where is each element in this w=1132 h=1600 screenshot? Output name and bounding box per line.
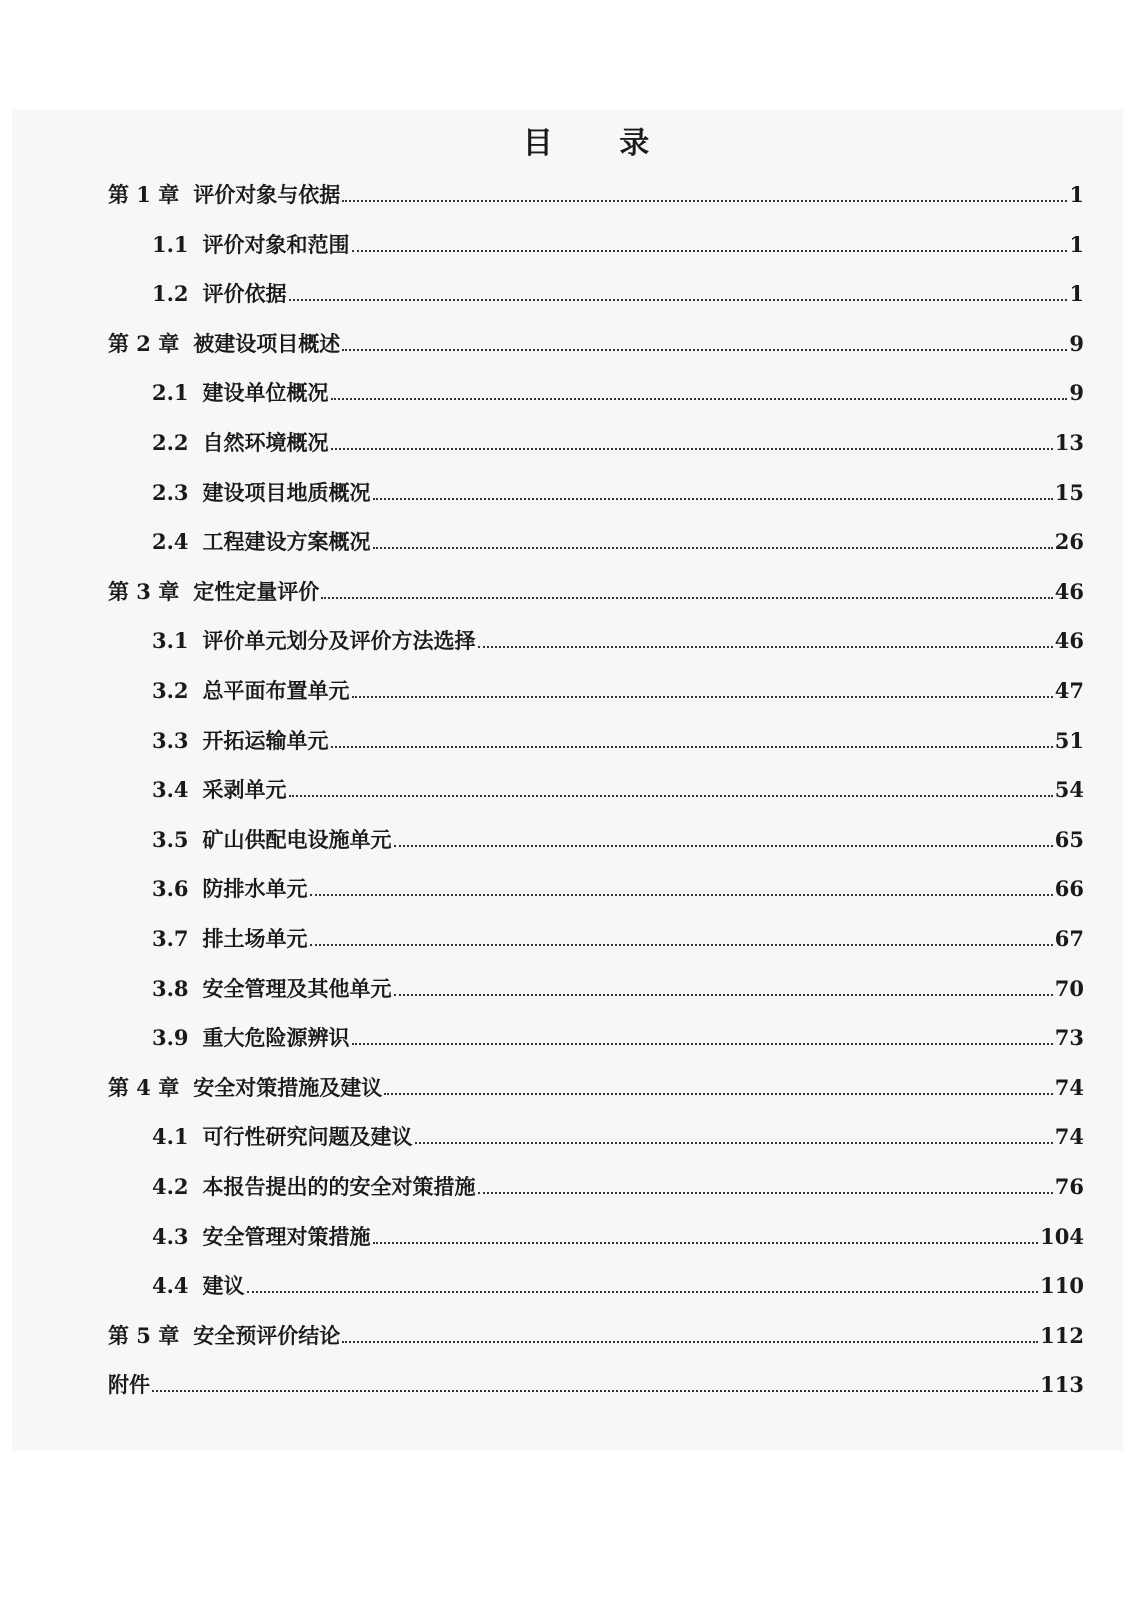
toc-title: 目 录 [522,126,678,161]
toc-entry-label: 安全对策措施及建议 [193,1074,383,1100]
toc-section-entry[interactable] [152,1122,1084,1152]
toc-entry-page: 47 [1054,678,1084,703]
toc-section-entry[interactable] [152,1023,1084,1053]
toc-section-entry[interactable] [152,775,1084,805]
toc-entry-number: 3.6 [152,876,189,902]
toc-entry-number: 4.2 [152,1174,189,1199]
toc-dot-leader [352,695,1053,698]
toc-section-entry[interactable] [152,676,1084,706]
toc-dot-leader [415,1141,1053,1144]
toc-dot-leader [342,199,1067,202]
toc-entry-page: 46 [1054,578,1084,604]
toc-entry-page: 74 [1054,1124,1084,1150]
toc-entry-page: 113 [1040,1372,1084,1398]
toc-entry-label: 评价对象与依据 [193,182,341,207]
toc-dot-leader [394,993,1053,996]
toc-entry-number: 第 2 章 [108,330,180,356]
toc-entry-label: 被建设项目概述 [193,330,341,356]
toc-entry-label: 建议 [202,1273,245,1299]
toc-entry-label: 附件 [108,1372,150,1398]
toc-dot-leader [384,1092,1053,1095]
toc-entry-label: 定性定量评价 [193,578,320,604]
toc-entry-label: 防排水单元 [202,876,308,902]
toc-entry-label: 安全管理对策措施 [202,1223,371,1249]
toc-entry-number: 3.7 [152,926,189,951]
toc-entry-number: 3.3 [152,727,189,753]
toc-entry-page: 65 [1054,826,1084,852]
toc-entry-label: 采剥单元 [202,777,287,803]
toc-entry-page: 13 [1054,430,1084,455]
toc-entry-number: 2.1 [152,380,189,406]
toc-dot-leader [289,298,1068,301]
toc-dot-leader [352,249,1068,252]
toc-entry-number: 3.8 [152,975,189,1001]
toc-section-entry[interactable] [152,378,1084,408]
toc-entry-page: 76 [1054,1174,1084,1199]
toc-entry-label: 评价对象和范围 [202,231,350,257]
toc-dot-leader [247,1290,1039,1293]
toc-dot-leader [310,943,1053,946]
toc-entry-page: 9 [1069,330,1084,356]
toc-dot-leader [152,1389,1038,1392]
toc-entry-page: 54 [1054,777,1084,803]
toc-section-entry[interactable] [152,279,1084,309]
toc-entry-label: 建设项目地质概况 [202,479,371,505]
toc-entry-page: 112 [1040,1322,1084,1348]
toc-chapter-entry[interactable] [108,1073,1084,1103]
toc-entry-page: 67 [1054,926,1084,951]
toc-entry-number: 1.1 [152,231,189,257]
toc-section-entry[interactable] [152,874,1084,904]
toc-entry-page: 46 [1054,628,1084,654]
toc-dot-leader [342,348,1067,351]
toc-entry-number: 1.2 [152,281,189,307]
toc-entry-label: 重大危险源辨识 [202,1025,350,1051]
toc-entry-page: 1 [1069,231,1084,257]
toc-section-entry[interactable] [152,974,1084,1004]
toc-section-entry[interactable] [152,825,1084,855]
toc-section-entry[interactable] [152,1271,1084,1301]
toc-entry-label: 建设单位概况 [202,380,329,406]
toc-entry-label: 开拓运输单元 [202,727,329,753]
toc-dot-leader [289,794,1053,797]
toc-dot-leader [394,844,1053,847]
toc-entry-label: 工程建设方案概况 [202,529,371,555]
toc-dot-leader [321,596,1053,599]
toc-entry-page: 66 [1054,876,1084,902]
toc-dot-leader [352,1042,1053,1045]
toc-dot-leader [373,1241,1039,1244]
toc-entry-number: 4.3 [152,1223,189,1249]
toc-entry-page: 1 [1069,182,1084,207]
toc-section-entry[interactable] [152,478,1084,508]
toc-entry-label: 安全预评价结论 [193,1322,341,1348]
toc-entry-number: 2.2 [152,430,189,455]
toc-entry-label: 矿山供配电设施单元 [202,826,392,852]
toc-chapter-entry[interactable] [108,1370,1084,1400]
toc-section-entry[interactable] [152,1222,1084,1252]
toc-dot-leader [478,645,1053,648]
toc-section-entry[interactable] [152,626,1084,656]
toc-section-entry[interactable] [152,924,1084,954]
toc-entry-page: 73 [1054,1025,1084,1051]
toc-chapter-entry[interactable] [108,329,1084,359]
toc-entry-number: 第 1 章 [108,182,180,207]
toc-entry-number: 3.1 [152,628,189,654]
toc-chapter-entry[interactable] [108,180,1084,210]
toc-entry-number: 第 3 章 [108,578,180,604]
toc-entry-label: 安全管理及其他单元 [202,975,392,1001]
toc-dot-leader [373,546,1053,549]
toc-dot-leader [478,1191,1053,1194]
toc-entry-page: 110 [1040,1273,1084,1299]
toc-entry-page: 1 [1069,281,1084,307]
toc-entry-label: 评价依据 [202,281,287,307]
toc-entry-number: 第 5 章 [108,1322,180,1348]
toc-dot-leader [331,745,1053,748]
toc-section-entry[interactable] [152,428,1084,458]
toc-entry-page: 51 [1054,727,1084,753]
toc-entry-page: 9 [1069,380,1084,406]
toc-dot-leader [331,397,1068,400]
toc-entry-label: 本报告提出的的安全对策措施 [202,1174,476,1199]
toc-chapter-entry[interactable] [108,1321,1084,1351]
toc-section-entry[interactable] [152,1172,1084,1202]
toc-entry-page: 15 [1054,479,1084,505]
toc-entry-page: 74 [1054,1074,1084,1100]
toc-section-entry[interactable] [152,726,1084,756]
toc-entry-page: 104 [1040,1223,1084,1249]
toc-entry-number: 4.4 [152,1273,189,1299]
toc-section-entry[interactable] [152,527,1084,557]
toc-dot-leader [342,1340,1038,1343]
toc-entry-number: 3.2 [152,678,189,703]
toc-entry-number: 4.1 [152,1124,189,1150]
toc-dot-leader [310,893,1053,896]
toc-chapter-entry[interactable] [108,577,1084,607]
toc-entry-label: 自然环境概况 [202,430,329,455]
toc-entry-number: 3.9 [152,1025,189,1051]
toc-entry-page: 26 [1054,529,1084,555]
toc-entry-number: 第 4 章 [108,1074,180,1100]
toc-entry-number: 3.4 [152,777,189,803]
toc-entry-label: 评价单元划分及评价方法选择 [202,628,476,654]
toc-section-entry[interactable] [152,230,1084,260]
toc-entry-page: 70 [1054,975,1084,1001]
toc-entry-label: 可行性研究问题及建议 [202,1124,413,1150]
toc-dot-leader [373,497,1053,500]
toc-dot-leader [331,447,1053,450]
toc-entry-label: 排土场单元 [202,926,308,951]
toc-entry-number: 2.3 [152,479,189,505]
toc-entry-number: 2.4 [152,529,189,555]
toc-entry-number: 3.5 [152,826,189,852]
toc-entry-label: 总平面布置单元 [202,678,350,703]
